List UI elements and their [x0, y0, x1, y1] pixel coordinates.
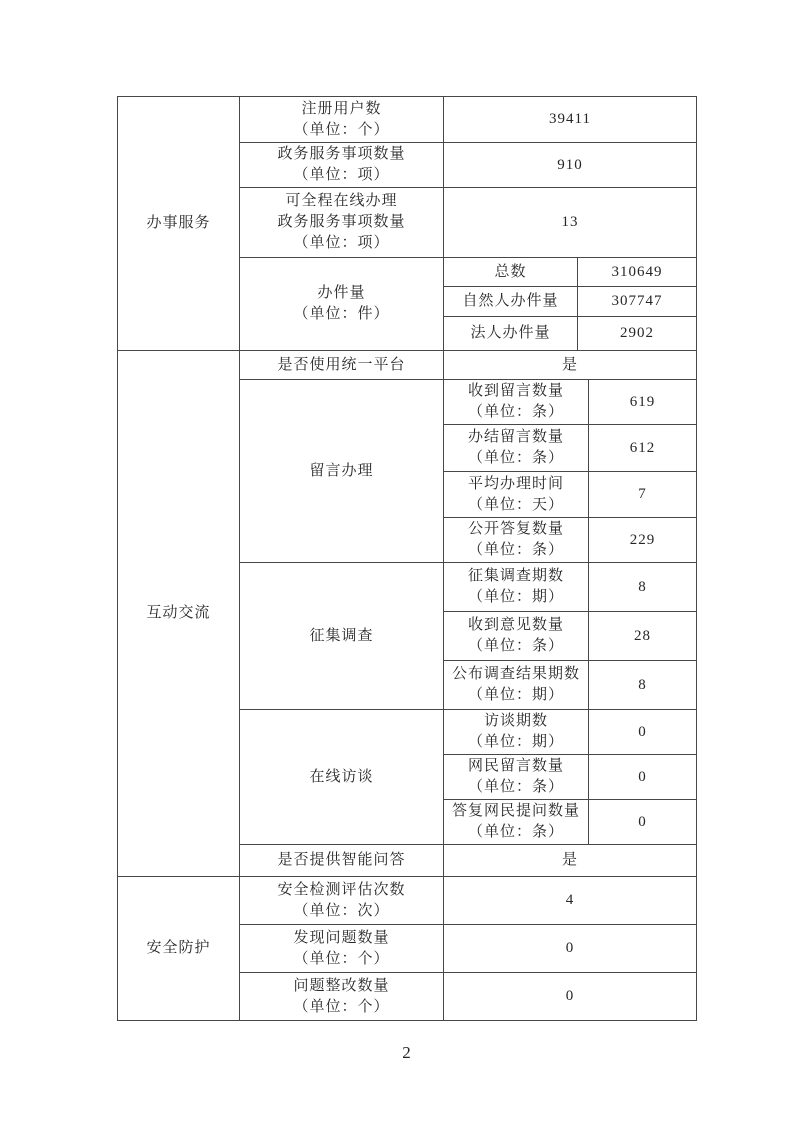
- value-smart-qa: 是: [444, 845, 697, 877]
- label-registered-users: [240, 97, 444, 143]
- label-line: 安全检测评估次数: [277, 881, 406, 898]
- value-messages-avg-time: 7: [589, 472, 697, 518]
- label-service-items: [240, 143, 444, 188]
- section-label-text: 互动交流: [146, 605, 211, 621]
- label-line: 平均办理时间: [467, 475, 564, 492]
- group-label-interviews: 在线访谈: [240, 710, 444, 845]
- annual-report-table: [117, 96, 697, 1021]
- unit-line: （单位：项）: [293, 235, 390, 251]
- label-unified-platform: 是否使用统一平台: [240, 351, 444, 380]
- sublabel-surveys-opinions: [444, 612, 589, 661]
- label-line: 征集调查期数: [467, 568, 564, 584]
- value-service-items: 910: [444, 143, 697, 188]
- value-messages-public-replies: 229: [589, 518, 697, 563]
- value-cases-legal: 2902: [578, 317, 697, 351]
- label-line: 访谈期数: [483, 713, 548, 729]
- value-registered-users: 39411: [444, 97, 697, 143]
- label-line: 收到意见数量: [467, 617, 564, 633]
- table-row: [118, 351, 697, 380]
- unit-line: （单位：个）: [293, 950, 390, 967]
- label-line: 政务服务事项数量: [277, 146, 406, 162]
- group-label-surveys: 征集调查: [240, 563, 444, 710]
- value-online-items: 13: [444, 188, 697, 258]
- value-cases-natural: 307747: [578, 287, 697, 317]
- sublabel-messages-received: [444, 380, 589, 425]
- sublabel-interviews-netizen-messages: [444, 755, 589, 800]
- label-line: 办结留言数量: [467, 429, 564, 445]
- unit-line: （单位：期）: [467, 687, 564, 703]
- value-surveys-periods: 8: [589, 563, 697, 612]
- section-label-text: 安全防护: [146, 940, 211, 956]
- label-line: 网民留言数量: [467, 758, 564, 774]
- sublabel-cases-natural: 自然人办件量: [444, 287, 578, 317]
- value-messages-handled: 612: [589, 425, 697, 472]
- value-interviews-netizen-messages: 0: [589, 755, 697, 800]
- unit-line: （单位：次）: [293, 902, 390, 919]
- group-label-messages: 留言办理: [240, 380, 444, 563]
- value-interviews-periods: 0: [589, 710, 697, 755]
- section-label-interaction: [118, 351, 240, 877]
- unit-line: （单位：条）: [467, 542, 564, 558]
- label-line: 发现问题数量: [293, 929, 390, 946]
- sublabel-surveys-periods: [444, 563, 589, 612]
- label-line: 注册用户数: [301, 100, 382, 117]
- unit-line: （单位：个）: [293, 998, 390, 1015]
- sublabel-messages-handled: [444, 425, 589, 472]
- section-label-security: [118, 877, 240, 1021]
- page-number: 2: [402, 1043, 411, 1062]
- label-problems-found: [240, 925, 444, 973]
- label-line: 收到留言数量: [467, 383, 564, 399]
- unit-line: （单位：项）: [293, 167, 390, 183]
- sublabel-interviews-periods: [444, 710, 589, 755]
- sublabel-cases-legal: 法人办件量: [444, 317, 578, 351]
- label-line: 可全程在线办理: [285, 193, 398, 209]
- label-line: 问题整改数量: [293, 977, 390, 994]
- unit-line: （单位：期）: [467, 734, 564, 750]
- sublabel-surveys-results: [444, 661, 589, 710]
- section-label-service: [118, 97, 240, 351]
- unit-line: （单位：条）: [467, 638, 564, 654]
- group-label-cases: [240, 258, 444, 351]
- unit-line: （单位：件）: [293, 306, 390, 322]
- value-surveys-opinions: 28: [589, 612, 697, 661]
- value-surveys-results: 8: [589, 661, 697, 710]
- unit-line: （单位：条）: [467, 779, 564, 795]
- label-line: 政务服务事项数量: [277, 214, 406, 230]
- value-cases-total: 310649: [578, 258, 697, 287]
- label-smart-qa: 是否提供智能问答: [240, 845, 444, 877]
- label-assessments: [240, 877, 444, 925]
- sublabel-messages-public-replies: [444, 518, 589, 563]
- value-assessments: 4: [444, 877, 697, 925]
- value-unified-platform: 是: [444, 351, 697, 380]
- value-interviews-replies: 0: [589, 800, 697, 845]
- value-messages-received: 619: [589, 380, 697, 425]
- label-line: 答复网民提问数量: [451, 803, 580, 819]
- label-line: 公布调查结果期数: [451, 666, 580, 682]
- unit-line: （单位：条）: [467, 824, 564, 840]
- section-label-text: 办事服务: [146, 215, 211, 231]
- label-line: 办件量: [317, 285, 366, 301]
- unit-line: （单位：条）: [467, 450, 564, 466]
- value-problems-rectified: 0: [444, 973, 697, 1021]
- sublabel-messages-avg-time: [444, 472, 589, 518]
- unit-line: （单位：天）: [467, 496, 564, 513]
- sublabel-cases-total: 总数: [444, 258, 578, 287]
- table-row: [118, 877, 697, 925]
- unit-line: （单位：期）: [467, 589, 564, 605]
- unit-line: （单位：个）: [293, 121, 390, 138]
- label-line: 公开答复数量: [467, 521, 564, 537]
- label-problems-rectified: [240, 973, 444, 1021]
- label-online-items: [240, 188, 444, 258]
- unit-line: （单位：条）: [467, 404, 564, 420]
- sublabel-interviews-replies: [444, 800, 589, 845]
- value-problems-found: 0: [444, 925, 697, 973]
- table-row: [118, 97, 697, 143]
